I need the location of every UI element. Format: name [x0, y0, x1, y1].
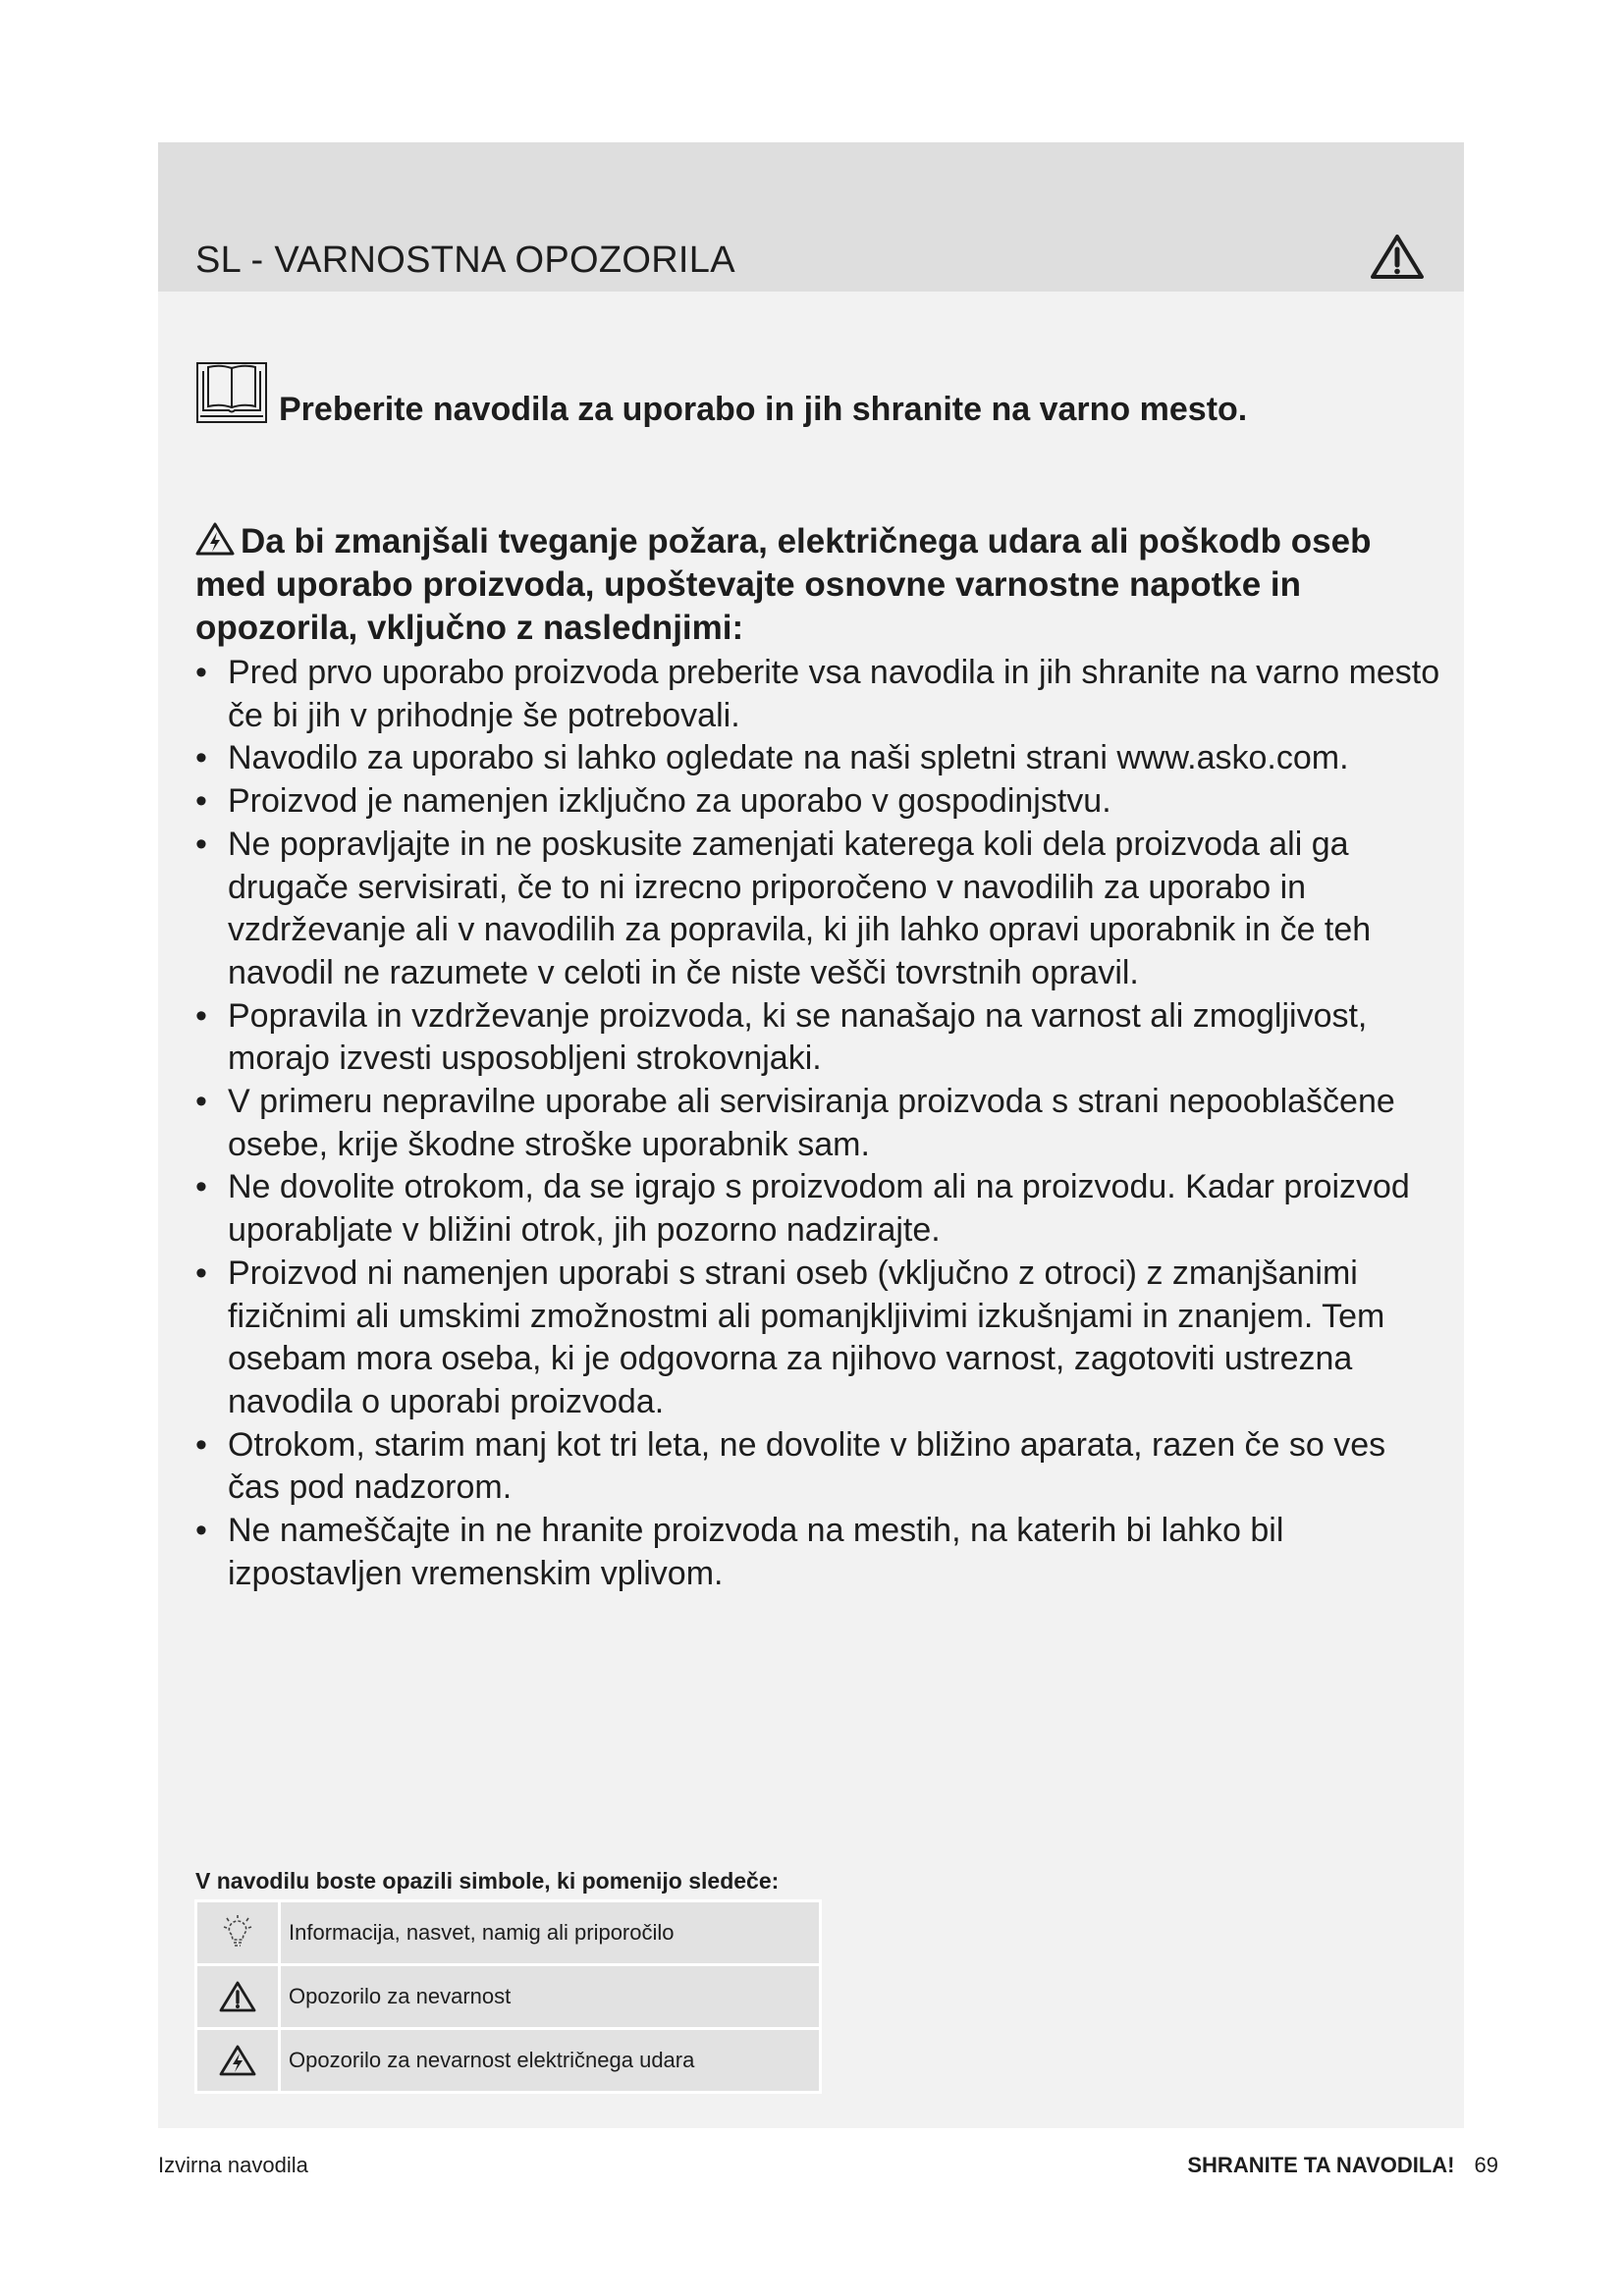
list-item: • Popravila in vzdrževanje proizvoda, ki se nanašajo na varnost ali zmogljivost, morajo izvesti usposobljeni strokovnjaki. — [195, 995, 1442, 1081]
footer-source: Izvirna navodila — [158, 2153, 308, 2177]
list-item: • Ne dovolite otrokom, da se igrajo s proizvodom ali na proizvodu. Kadar proizvod uporabljate v bližini otrok, jih pozorno nadzirajte. — [195, 1166, 1442, 1252]
legend-symbol-cell — [197, 2030, 278, 2091]
warning-icon — [219, 1980, 256, 2013]
footer-right — [1187, 2153, 1498, 2178]
table-row — [197, 1966, 819, 2027]
book-icon — [195, 361, 268, 424]
legend-description: Informacija, nasvet, namig ali priporočilo — [281, 1902, 819, 1963]
legend-symbol-cell — [197, 1966, 278, 2027]
list-item: • Proizvod ni namenjen uporabi s strani oseb (vključno z otroci) z zmanjšanimi fizičnimi ali umskimi zmožnostmi ali pomanjkljivimi izkušnjami in znanjem. Tem osebam mora oseba, ki je odgovorna za njihovo varnost, zagotoviti ustrezna navodila o uporabi proizvoda. — [195, 1253, 1442, 1424]
table-row — [197, 1902, 819, 1963]
lightbulb-icon — [218, 1913, 257, 1952]
warning-icon — [1370, 233, 1425, 280]
symbol-legend — [194, 1899, 822, 2094]
intro-warning — [195, 520, 1433, 650]
list-item: • Pred prvo uporabo proizvoda preberite vsa navodila in jih shranite na varno mesto če bi jih v prihodnje še potrebovali. — [195, 652, 1442, 737]
safety-list — [195, 652, 1442, 1595]
list-item: • V primeru nepravilne uporabe ali servisiranja proizvoda s strani nepooblaščene osebe, krije škodne stroške uporabnik sam. — [195, 1081, 1442, 1166]
legend-title: V navodilu boste opazili simbole, ki pomenijo sledeče: — [195, 1868, 780, 1894]
electric-warning-icon — [219, 2044, 256, 2077]
table-row — [197, 2030, 819, 2091]
list-item: • Proizvod je namenjen izključno za uporabo v gospodinjstvu. — [195, 780, 1442, 824]
list-item: • Ne popravljajte in ne poskusite zamenjati katerega koli dela proizvoda ali ga drugače servisirati, če to ni izrecno priporočeno v navodilih za uporabo in vzdrževanje ali v navodilih za popravila, ki jih lahko opravi uporabnik in če teh navodil ne razumete v celoti in če niste vešči tovrstnih opravil. — [195, 824, 1442, 995]
legend-description: Opozorilo za nevarnost — [281, 1966, 819, 2027]
list-item: • Ne nameščajte in ne hranite proizvoda na mestih, na katerih bi lahko bil izpostavljen vremenskim vplivom. — [195, 1510, 1442, 1595]
list-item: • Navodilo za uporabo si lahko ogledate na naši spletni strani www.asko.com. — [195, 737, 1442, 780]
electric-warning-icon — [195, 522, 235, 556]
legend-description: Opozorilo za nevarnost električnega udara — [281, 2030, 819, 2091]
intro-text: Da bi zmanjšali tveganje požara, električnega udara ali poškodb oseb med uporabo proizvoda, upoštevajte osnovne varnostne napotke in opozorila, vključno z naslednjimi: — [195, 522, 1372, 647]
read-instructions-text: Preberite navodila za uporabo in jih shranite na varno mesto. — [279, 391, 1248, 428]
page-title: SL - VARNOSTNA OPOZORILA — [195, 240, 735, 281]
page-number: 69 — [1474, 2153, 1498, 2177]
legend-symbol-cell — [197, 1902, 278, 1963]
save-instructions-note: SHRANITE TA NAVODILA! — [1187, 2153, 1455, 2177]
list-item: • Otrokom, starim manj kot tri leta, ne dovolite v bližino aparata, razen če so ves čas pod nadzorom. — [195, 1424, 1442, 1510]
